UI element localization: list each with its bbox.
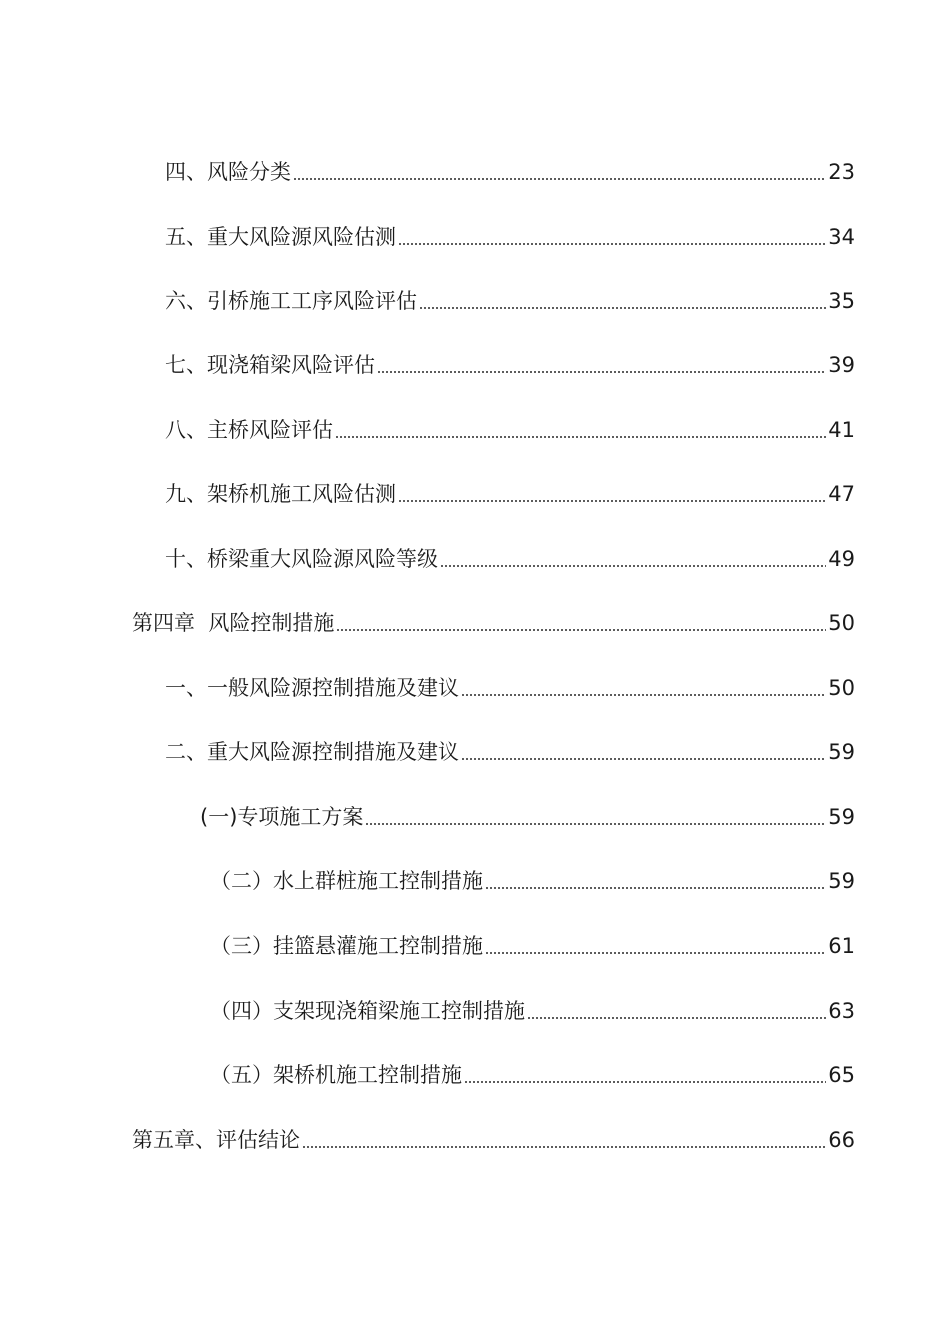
toc-dot-leader <box>365 823 826 825</box>
toc-entry-page: 23 <box>828 160 855 184</box>
toc-dot-leader <box>464 1081 826 1083</box>
toc-entry[interactable] <box>210 1060 855 1090</box>
toc-dot-leader <box>293 178 826 180</box>
toc-entry-page: 39 <box>828 353 855 377</box>
toc-entry-title: (一)专项施工方案 <box>200 805 364 829</box>
toc-entry[interactable] <box>210 996 855 1026</box>
toc-dot-leader <box>461 758 826 760</box>
toc-entry-page: 50 <box>828 611 855 635</box>
toc-entry-title: 第五章、评估结论 <box>132 1128 300 1152</box>
toc-entry[interactable] <box>165 286 855 316</box>
toc-entry[interactable] <box>165 544 855 574</box>
toc-dot-leader <box>377 371 826 373</box>
toc-entry-page: 34 <box>828 225 855 249</box>
toc-entry-page: 59 <box>828 740 855 764</box>
toc-entry-title: 六、引桥施工工序风险评估 <box>165 289 417 313</box>
toc-entry[interactable] <box>165 415 855 445</box>
toc-entry-title: 七、现浇箱梁风险评估 <box>165 353 375 377</box>
toc-dot-leader <box>419 307 826 309</box>
toc-entry-page: 65 <box>828 1063 855 1087</box>
toc-entry-page: 49 <box>828 547 855 571</box>
toc-entry-page: 63 <box>828 999 855 1023</box>
toc-entry[interactable] <box>165 222 855 252</box>
toc-entry-page: 61 <box>828 934 855 958</box>
toc-dot-leader <box>398 500 826 502</box>
toc-entry-title: 第四章 风险控制措施 <box>132 611 335 635</box>
toc-entry-page: 50 <box>828 676 855 700</box>
toc-entry-title: 四、风险分类 <box>165 160 291 184</box>
toc-dot-leader <box>336 629 826 631</box>
toc-entry-page: 59 <box>828 869 855 893</box>
toc-entry-title: 十、桥梁重大风险源风险等级 <box>165 547 438 571</box>
toc-entry[interactable] <box>132 1125 855 1155</box>
toc-entry-page: 66 <box>828 1128 855 1152</box>
toc-dot-leader <box>440 565 826 567</box>
toc-entry-title: 五、重大风险源风险估测 <box>165 225 396 249</box>
toc-dot-leader <box>302 1146 826 1148</box>
toc-entry[interactable] <box>165 673 855 703</box>
toc-entry[interactable] <box>165 737 855 767</box>
toc-entry[interactable] <box>200 802 855 832</box>
toc-entry[interactable] <box>210 866 855 896</box>
toc-entry-title: 八、主桥风险评估 <box>165 418 333 442</box>
toc-dot-leader <box>485 952 826 954</box>
toc-dot-leader <box>527 1017 826 1019</box>
toc-entry[interactable] <box>132 608 855 638</box>
toc-dot-leader <box>335 436 826 438</box>
toc-entry-title: （四）支架现浇箱梁施工控制措施 <box>210 999 525 1023</box>
toc-entry[interactable] <box>210 931 855 961</box>
toc-entry[interactable] <box>165 479 855 509</box>
toc-entry-title: 一、一般风险源控制措施及建议 <box>165 676 459 700</box>
toc-entry-page: 59 <box>828 805 855 829</box>
toc-entry-title: （二）水上群桩施工控制措施 <box>210 869 483 893</box>
toc-entry-page: 35 <box>828 289 855 313</box>
toc-entry-page: 41 <box>828 418 855 442</box>
toc-dot-leader <box>461 694 826 696</box>
toc-entry-title: 二、重大风险源控制措施及建议 <box>165 740 459 764</box>
toc-entry[interactable] <box>165 350 855 380</box>
toc-entry-page: 47 <box>828 482 855 506</box>
toc-entry[interactable] <box>165 157 855 187</box>
toc-dot-leader <box>398 243 826 245</box>
toc-entry-title: （五）架桥机施工控制措施 <box>210 1063 462 1087</box>
toc-dot-leader <box>485 887 826 889</box>
toc-entry-title: 九、架桥机施工风险估测 <box>165 482 396 506</box>
toc-entry-title: （三）挂篮悬灌施工控制措施 <box>210 934 483 958</box>
